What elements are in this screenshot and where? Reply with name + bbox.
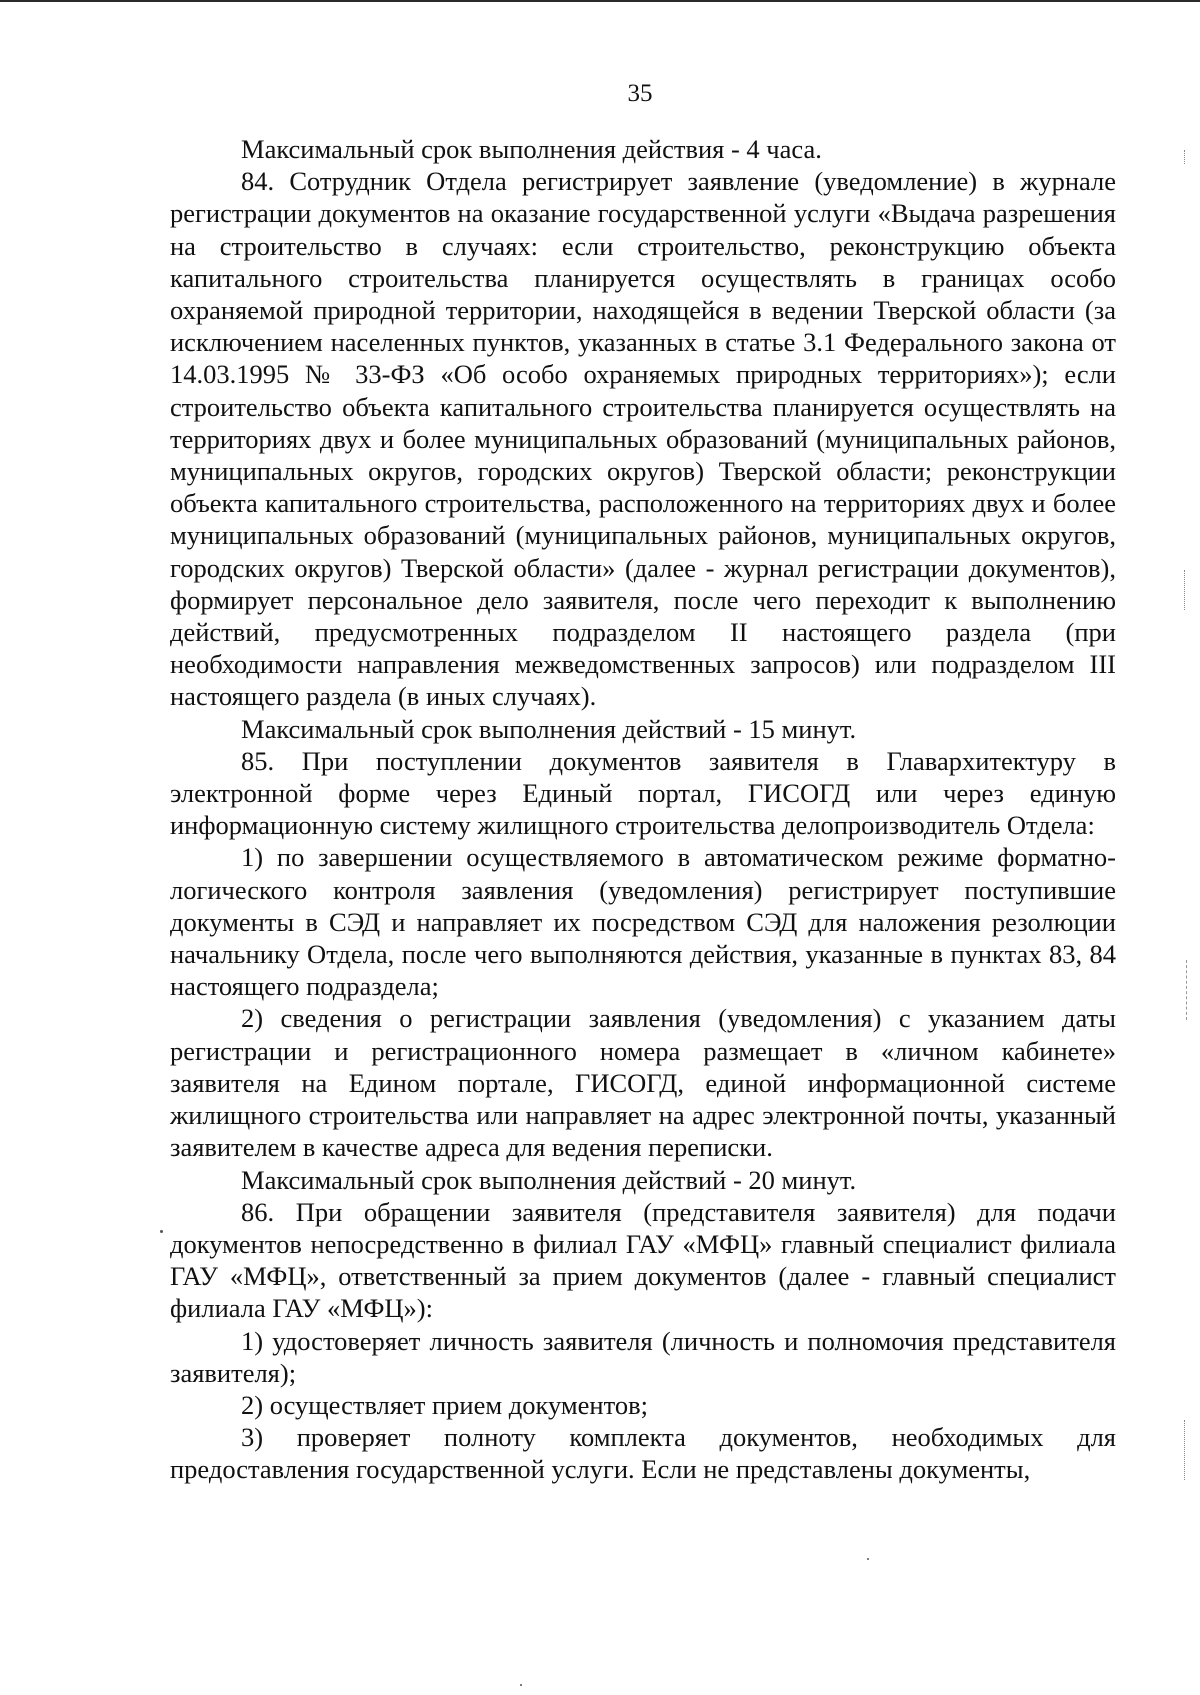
paragraph: Максимальный срок выполнения действий - 15 минут. (241, 713, 857, 744)
paragraph: 85. При поступлении документов заявителя в Главархитектуру в электронной форме через Единый портал, ГИСОГД или через единую информационную систему жилищного строительства делопроизводитель Отдела: (170, 745, 1116, 841)
scan-top-border (0, 0, 1200, 2)
scan-dust-dot (160, 1230, 163, 1233)
scan-artifact-mark (1180, 570, 1194, 610)
paragraph: 86. При обращении заявителя (представителя заявителя) для подачи документов непосредственно в филиал ГАУ «МФЦ» главный специалист филиала ГАУ «МФЦ», ответственный за прием документов (далее - главный специалист филиала ГАУ «МФЦ»): (170, 1196, 1116, 1324)
paragraph: 1) по завершении осуществляемого в автоматическом режиме форматно-логического контроля заявления (уведомления) регистрирует поступившие документы в СЭД и направляет их посредством СЭД для наложения резолюции начальнику Отдела, после чего выполняются действия, указанные в пунктах 83, 84 настоящего подраздела; (170, 842, 1116, 1002)
scan-dust-dot (867, 1558, 869, 1560)
paragraph: 3) проверяет полноту комплекта документов, необходимых для предоставления государственной услуги. Если не представлены документы, (170, 1422, 1116, 1485)
page-number: 35 (627, 80, 653, 107)
paragraph: 2) сведения о регистрации заявления (уведомления) с указанием даты регистрации и регистрационного номера размещает в «личном кабинете» заявителя на Едином портале, ГИСОГД, единой информационной системе жилищного строительства или направляет на адрес электронной почты, указанный заявителем в качестве адреса для ведения переписки. (170, 1003, 1116, 1163)
paragraph: Максимальный срок выполнения действия - 4 часа. (241, 134, 822, 164)
paragraph: 84. Сотрудник Отдела регистрирует заявление (уведомление) в журнале регистрации документов на оказание государственной услуги «Выдача разрешения на строительство в случаях: если строительство, реконструкцию объекта капитального строительства планируется осуществлять в границах особо охраняемой природной территории, находящейся в ведении Тверской области (за исключением населенных пунктов, указанных в статье 3.1 Федерального закона от 14.03.1995 № 33-ФЗ «Об особо охраняемых природных территориях»); если строительство объекта капитального строительства планируется осуществлять на территориях двух и более муниципальных образований (муниципальных районов, муниципальных округов, городских округов) Тверской области; реконструкции объекта капитального строительства, расположенного на территориях двух и более муниципальных образований (муниципальных районов, муниципальных округов, городских округов) Тверской области» (далее - журнал регистрации документов), формирует персональное дело заявителя, после чего переходит к выполнению действий, предусмотренных подразделом II настоящего раздела (при необходимости направления межведомственных запросов) или подразделом III настоящего раздела (в иных случаях). (170, 166, 1116, 712)
scan-dust-dot (520, 1684, 522, 1686)
scan-artifact-mark (1180, 150, 1194, 164)
scan-artifact-mark (1180, 1420, 1194, 1480)
paragraph: 1) удостоверяет личность заявителя (личность и полномочия представителя заявителя); (170, 1325, 1116, 1388)
paragraph: Максимальный срок выполнения действий - 20 минут. (241, 1164, 857, 1195)
scan-artifact-mark (1180, 960, 1194, 1020)
paragraph: 2) осуществляет прием документов; (241, 1389, 648, 1420)
document-body (170, 133, 1116, 1486)
